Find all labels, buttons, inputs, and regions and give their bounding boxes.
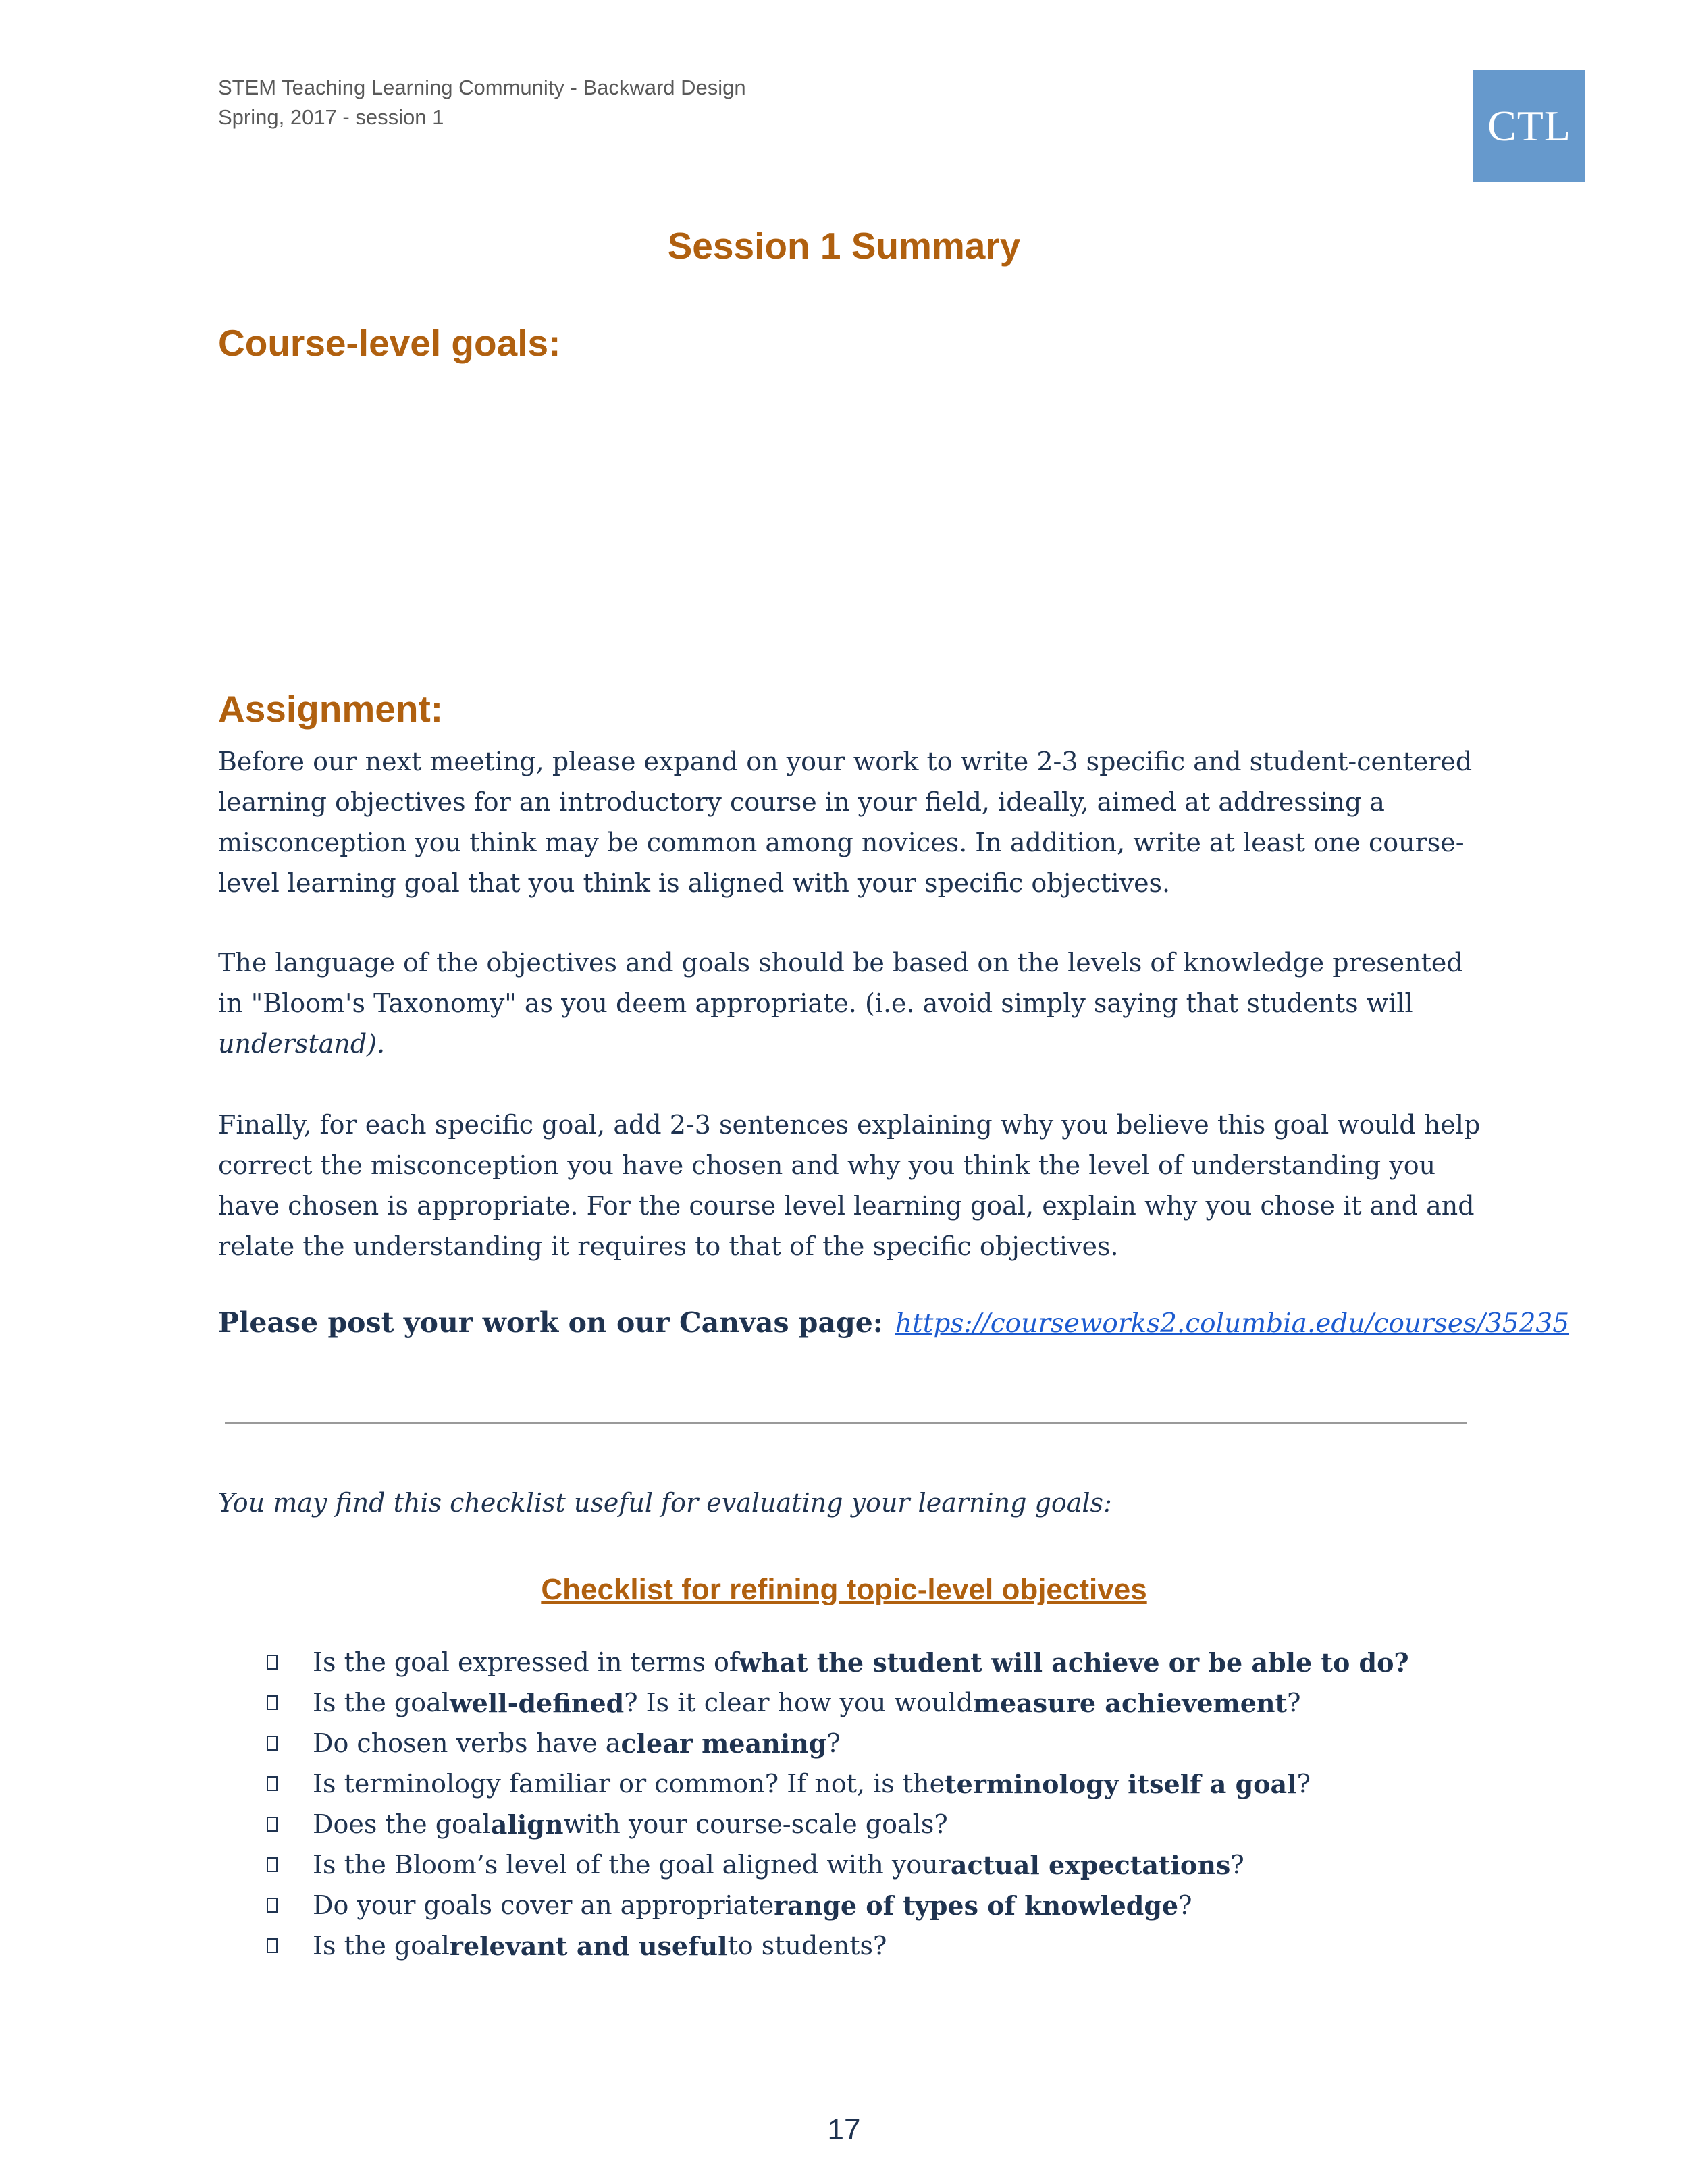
checklist (267, 1642, 1409, 1966)
checkbox-icon (267, 1938, 278, 1953)
checkbox-icon (267, 1817, 278, 1832)
course-goals-heading: Course-level goals: (218, 322, 561, 364)
ctl-logo: CTL (1473, 70, 1585, 182)
checklist-item: Is the goal well-defined ? Is it clear how you would measure achievement ? (267, 1682, 1409, 1723)
checkbox-icon (267, 1736, 278, 1751)
checkbox-icon (267, 1857, 278, 1872)
page-number: 17 (827, 2113, 861, 2146)
assignment-paragraph-1: Before our next meeting, please expand on your work to write 2-3 specific and student-centered learning objectives for an introductory course in your field, ideally, aimed at addressing a misconception you think may be common among novices. In addition, write at least one course-level learning goal that you think is aligned with your specific objectives. (218, 747, 1473, 898)
assignment-paragraph-2 (218, 942, 1487, 1064)
page-title: Session 1 Summary (667, 225, 1021, 267)
checkbox-icon (267, 1898, 278, 1913)
assignment-paragraph-3: Finally, for each specific goal, add 2-3 sentences explaining why you believe this goal would help correct the misconception you have chosen and why you think the level of understanding you have chosen is appropriate. For the course level learning goal, explain why you chose it and and relate the understanding it requires to that of the specific objectives. (218, 1110, 1481, 1261)
checklist-note: You may find this checklist useful for evaluating your learning goals: (218, 1488, 1112, 1518)
canvas-post-line (218, 1306, 1569, 1339)
checklist-item: Is terminology familiar or common? If not, is the terminology itself a goal ? (267, 1763, 1409, 1804)
checklist-item: Is the goal expressed in terms of what the student will achieve or be able to do? (267, 1642, 1409, 1682)
assignment-heading: Assignment: (218, 688, 444, 730)
checkbox-icon (267, 1695, 278, 1710)
checklist-item: Is the Bloom’s level of the goal aligned with your actual expectations ? (267, 1844, 1409, 1885)
checklist-item: Is the goal relevant and useful to students? (267, 1925, 1409, 1966)
checklist-item: Does the goal align with your course-scale goals? (267, 1804, 1409, 1844)
paragraph-2-text: The language of the objectives and goals should be based on the levels of knowledge presented in "Bloom's Taxonomy" as you deem appropriate. (i.e. avoid simply saying that students will (218, 948, 1463, 1018)
paragraph-2-italic: understand). (218, 1029, 386, 1059)
checkbox-icon (267, 1655, 278, 1670)
canvas-post-label: Please post your work on our Canvas page: (218, 1306, 883, 1339)
checkbox-icon (267, 1776, 278, 1791)
header-session: Spring, 2017 - session 1 (218, 105, 444, 129)
canvas-link[interactable]: https://courseworks2.columbia.edu/courses/35235 (895, 1308, 1570, 1339)
header-course-title: STEM Teaching Learning Community - Backward Design (218, 76, 746, 99)
checklist-title: Checklist for refining topic-level objectives (541, 1573, 1147, 1606)
checklist-item: Do your goals cover an appropriate range of types of knowledge ? (267, 1885, 1409, 1925)
checklist-item: Do chosen verbs have a clear meaning ? (267, 1723, 1409, 1763)
divider (225, 1422, 1467, 1424)
